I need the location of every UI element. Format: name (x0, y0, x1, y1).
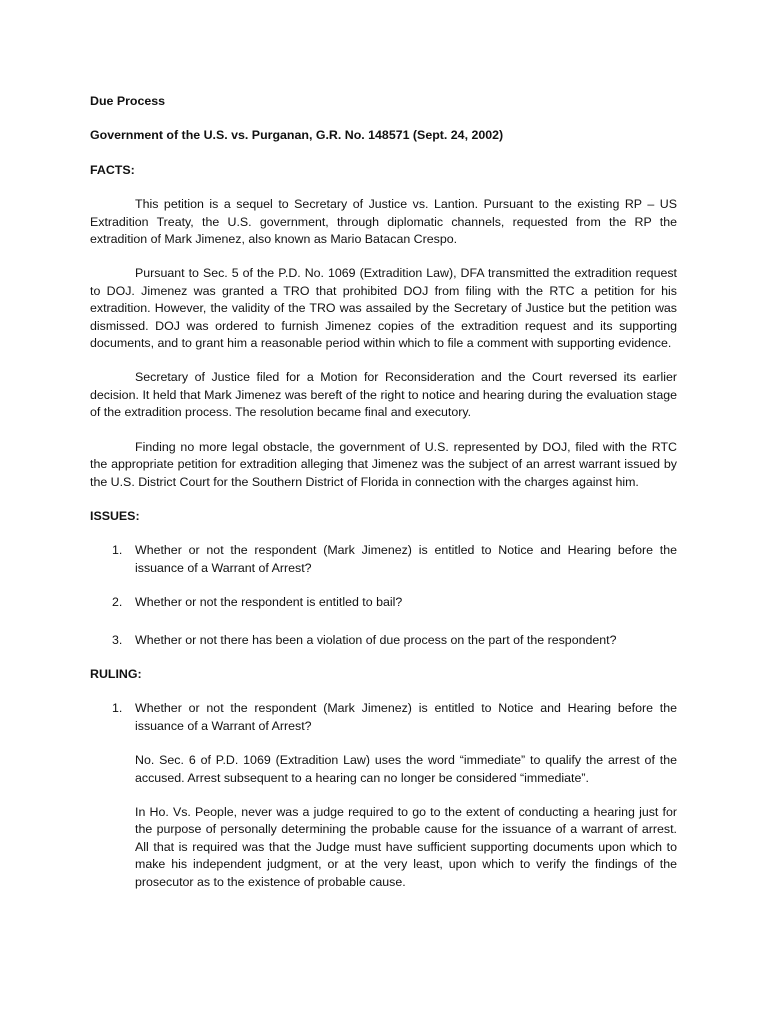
ruling-item (90, 700, 677, 735)
ruling-paragraph: In Ho. Vs. People, never was a judge required to go to the extent of conducting a hearing just for the purpose of personally determining the probable cause for the issuance of a warrant of arrest. All that is required was that the Judge must have sufficient supporting documents upon which to make his independent judgment, or at the very least, upon which to verify the findings of the prosecutor as to the existence of probable cause. (135, 804, 677, 889)
issues-heading: ISSUES: (90, 508, 140, 523)
ruling-question: Whether or not the respondent (Mark Jimenez) is entitled to Notice and Hearing before the issuance of a Warrant of Arrest? (135, 701, 677, 733)
issue-text: Whether or not the respondent (Mark Jimenez) is entitled to Notice and Hearing before the issuance of a Warrant of Arrest? (135, 543, 677, 575)
document-title: Due Process (90, 94, 166, 108)
ruling-paragraph: No. Sec. 6 of P.D. 1069 (Extradition Law) uses the word “immediate” to qualify the arrest of the accused. Arrest subsequent to a hearing can no longer be considered “immediate”. (135, 753, 677, 785)
issue-item (90, 632, 677, 649)
issue-item (90, 542, 677, 577)
issue-text: Whether or not there has been a violation of due process on the part of the respondent? (135, 632, 617, 647)
issue-number: 3. (112, 632, 123, 647)
issue-number: 1. (112, 543, 123, 558)
facts-paragraph: Pursuant to Sec. 5 of the P.D. No. 1069 (Extradition Law), DFA transmitted the extradition request to DOJ. Jimenez was granted a TRO that prohibited DOJ from filing with the RTC a petition for his extradition. However, the validity of the TRO was assailed by the Secretary of Justice but the petition was dismissed. DOJ was ordered to furnish Jimenez copies of the extradition request and its supporting documents, and to grant him a reasonable period within which to file a comment with supporting evidence. (90, 266, 677, 351)
document-page (90, 93, 677, 891)
issue-item (90, 594, 677, 611)
issue-text: Whether or not the respondent is entitled to bail? (135, 595, 403, 610)
ruling-list (90, 700, 677, 735)
case-citation: Government of the U.S. vs. Purganan, G.R. No. 148571 (Sept. 24, 2002) (90, 128, 504, 143)
facts-paragraph: Finding no more legal obstacle, the government of U.S. represented by DOJ, filed with the RTC the appropriate petition for extradition alleging that Jimenez was the subject of an arrest warrant issued by the U.S. District Court for the Southern District of Florida in connection with the charges against him. (90, 439, 677, 489)
facts-paragraph: Secretary of Justice filed for a Motion for Reconsideration and the Court reversed its earlier decision. It held that Mark Jimenez was bereft of the right to notice and hearing during the evaluation stage of the extradition process. The resolution became final and executory. (90, 370, 677, 420)
facts-paragraph: This petition is a sequel to Secretary of Justice vs. Lantion. Pursuant to the existing RP – US Extradition Treaty, the U.S. government, through diplomatic channels, requested from the RP the extradition of Mark Jimenez, also known as Mario Batacan Crespo. (90, 197, 677, 247)
ruling-number: 1. (112, 701, 123, 716)
facts-heading: FACTS: (90, 162, 135, 177)
ruling-heading: RULING: (90, 666, 142, 681)
issue-number: 2. (112, 595, 123, 610)
issues-list (90, 542, 677, 649)
